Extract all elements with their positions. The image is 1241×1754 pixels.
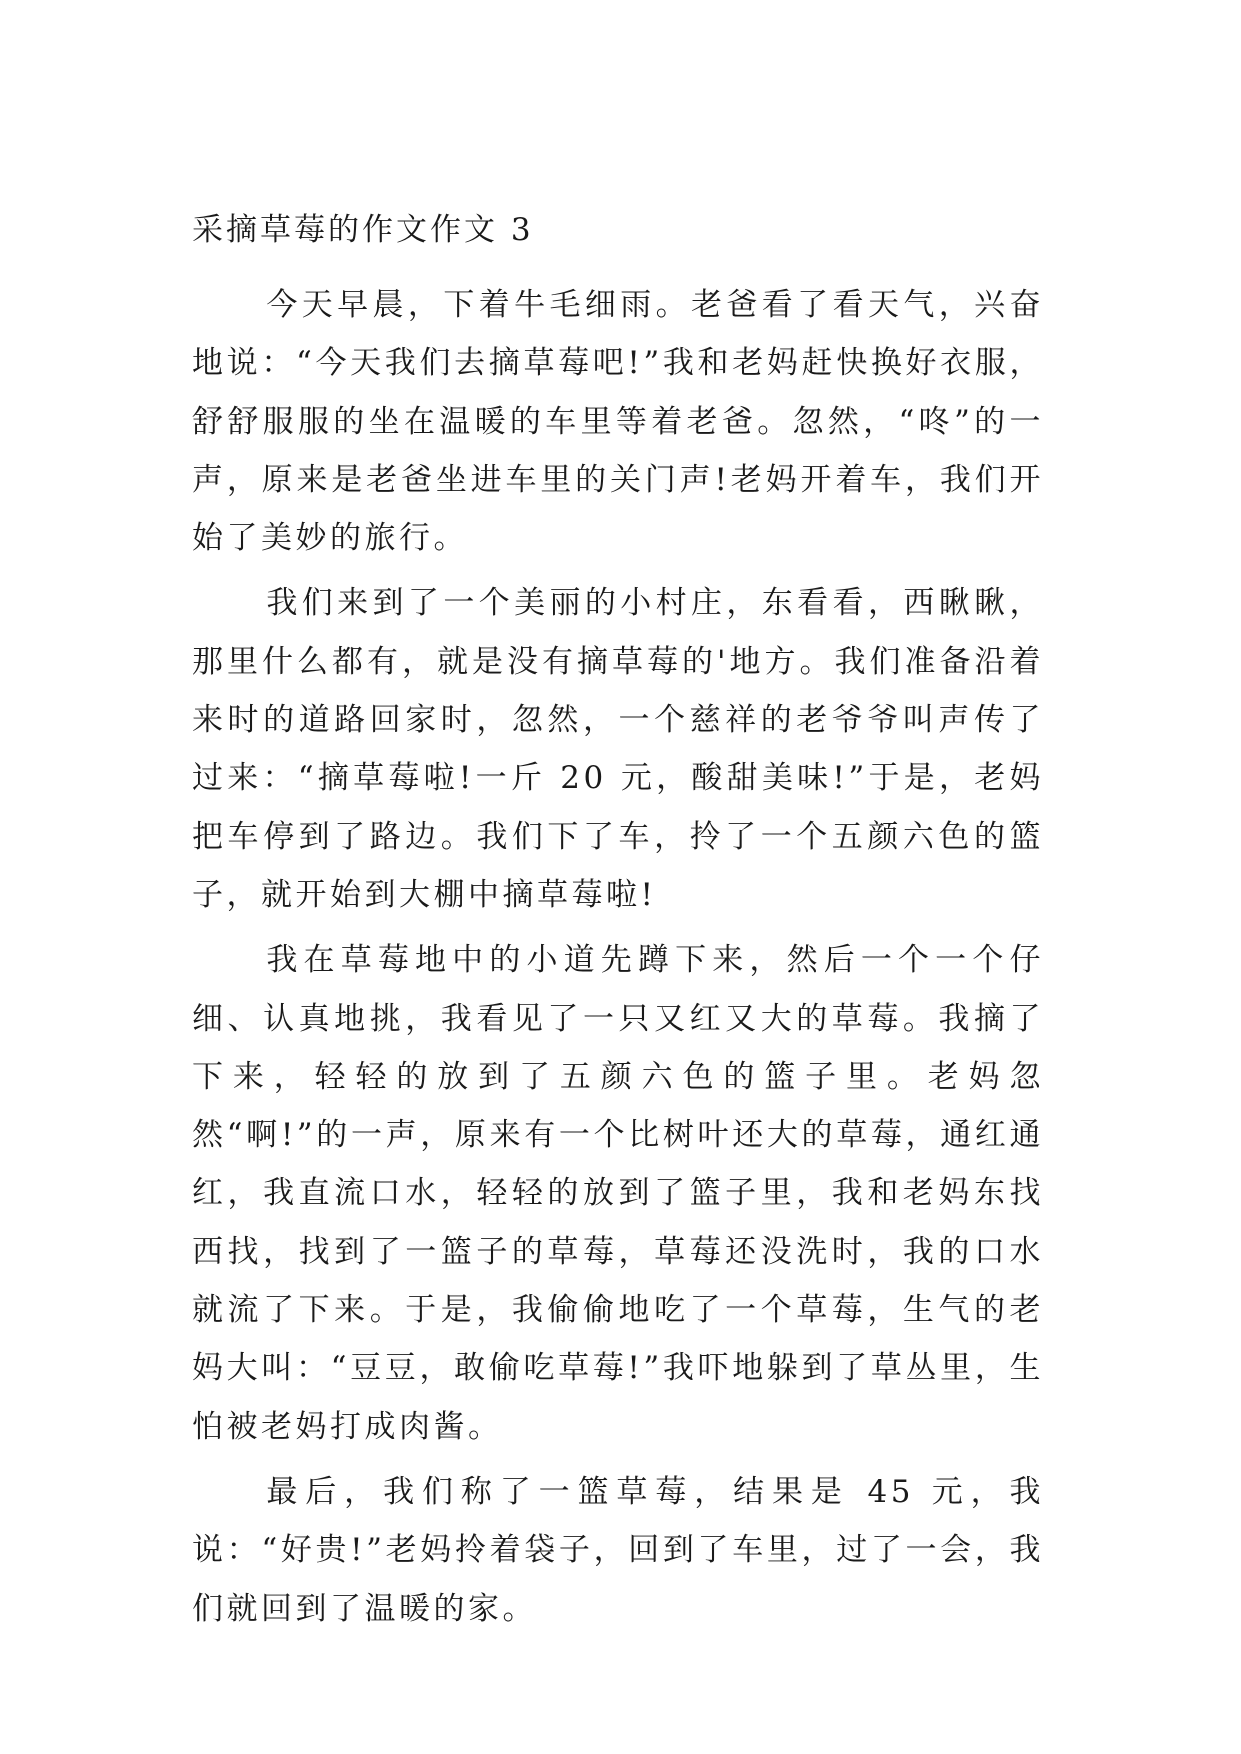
paragraph-1: 今天早晨，下着牛毛细雨。老爸看了看天气，兴奋地说：“今天我们去摘草莓吧!”我和老妈赶快换好衣服，舒舒服服的坐在温暖的车里等着老爸。忽然，“咚”的一声，原来是老爸坐进车里的关门声!老妈开着车，我们开始了美妙的旅行。 (192, 287, 1044, 557)
document-title: 采摘草莓的作文作文 3 (192, 212, 534, 248)
paragraph-4: 最后，我们称了一篮草莓，结果是 45 元，我说：“好贵!”老妈拎着袋子，回到了车里，过了一会，我们就回到了温暖的家。 (192, 1473, 1044, 1627)
paragraph-3: 我在草莓地中的小道先蹲下来，然后一个一个仔细、认真地挑，我看见了一只又红又大的草莓。我摘了下来，轻轻的放到了五颜六色的篮子里。老妈忽然“啊!”的一声，原来有一个比树叶还大的草莓，通红通红，我直流口水，轻轻的放到了篮子里，我和老妈东找西找，找到了一篮子的草莓，草莓还没洗时，我的口水就流了下来。于是，我偷偷地吃了一个草莓，生气的老妈大叫：“豆豆，敢偷吃草莓!”我吓地躲到了草丛里，生怕被老妈打成肉酱。 (192, 942, 1044, 1445)
paragraph-2: 我们来到了一个美丽的小村庄，东看看，西瞅瞅，那里什么都有，就是没有摘草莓的'地方。我们准备沿着来时的道路回家时，忽然，一个慈祥的老爷爷叫声传了过来：“摘草莓啦!一斤 20 元，酸甜美味!”于是，老妈把车停到了路边。我们下了车，拎了一个五颜六色的篮子，就开始到大棚中摘草莓啦! (192, 585, 1044, 913)
document-page (192, 210, 1044, 1638)
